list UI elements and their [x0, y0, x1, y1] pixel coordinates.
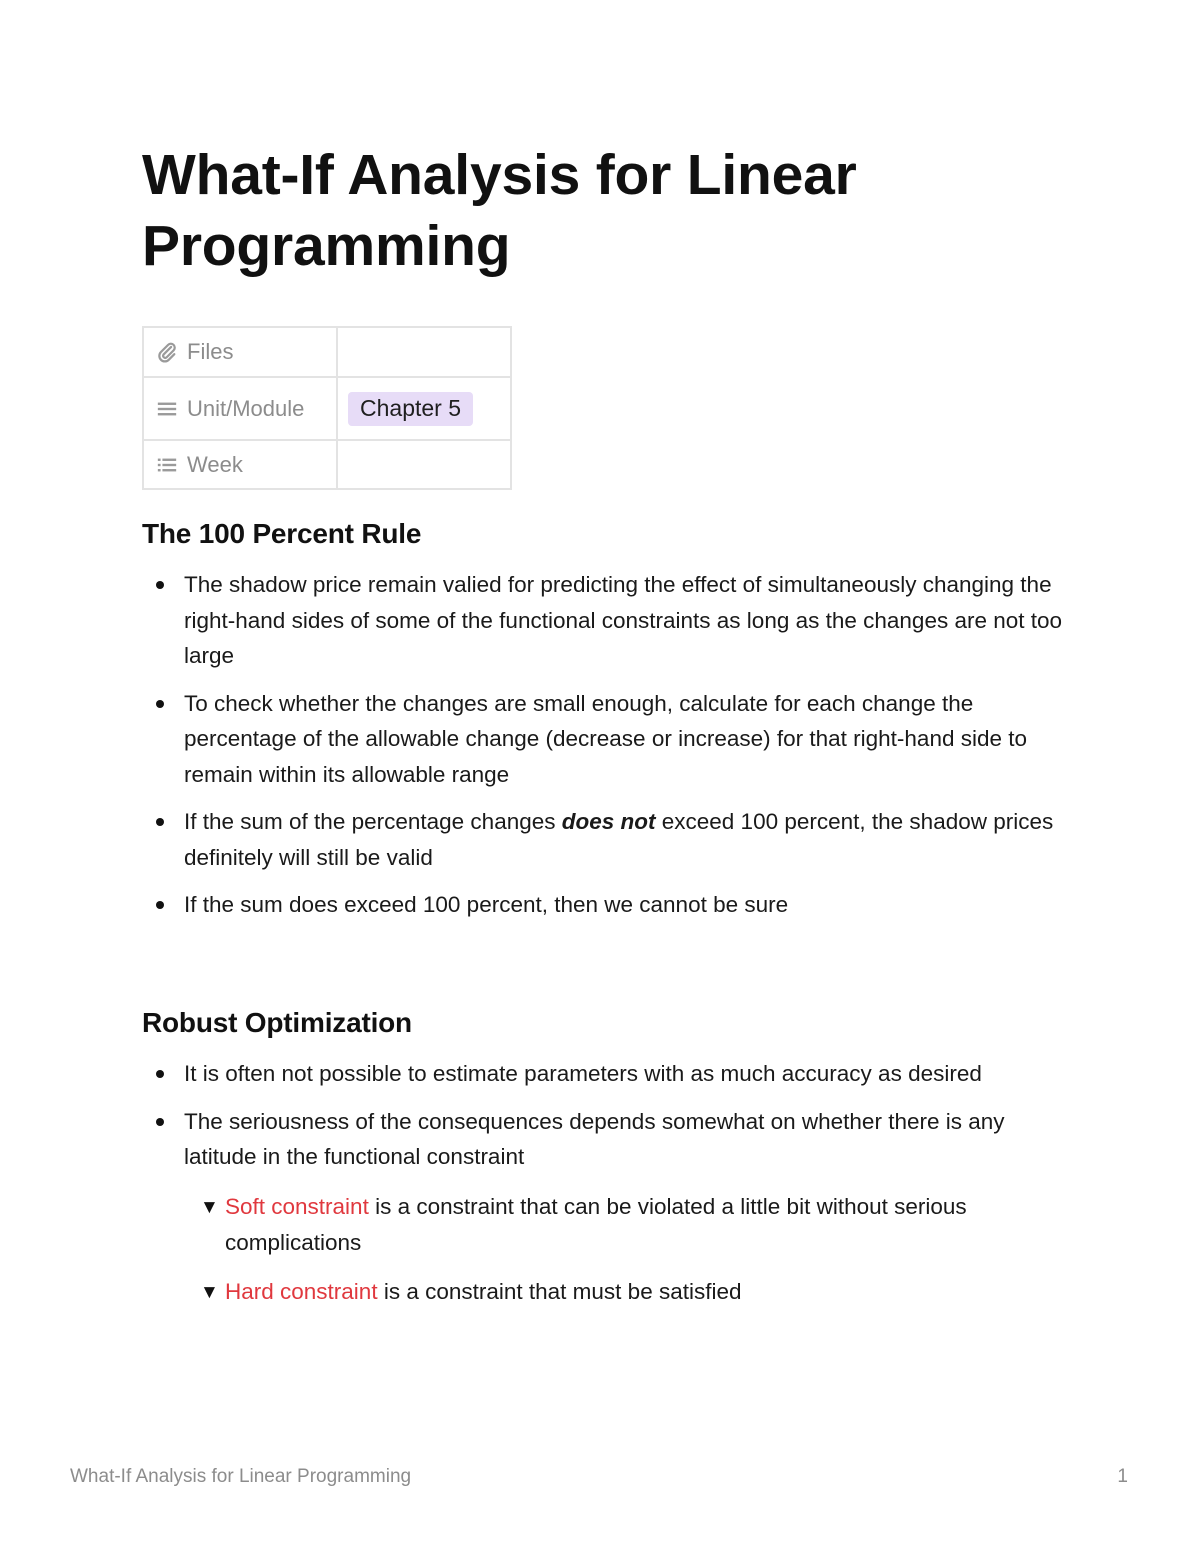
- paperclip-icon: [156, 341, 178, 363]
- list-item: It is often not possible to estimate parameters with as much accuracy as desired: [142, 1056, 1072, 1092]
- toggle-list: [199, 1189, 1059, 1324]
- section-heading-robust-optimization: Robust Optimization: [142, 1007, 412, 1038]
- highlighted-term: Hard constraint: [225, 1279, 378, 1304]
- property-key: [143, 377, 337, 440]
- toggle-triangle-icon[interactable]: ▼: [200, 1282, 219, 1303]
- list-icon: [156, 398, 178, 420]
- toggle-text: is a constraint that can be violated a little bit without serious complications: [225, 1194, 967, 1255]
- page-title: What-If Analysis for Linear Programming: [142, 143, 857, 278]
- properties-table: [142, 326, 512, 490]
- property-row-week: [143, 440, 511, 489]
- property-label: Files: [187, 339, 234, 364]
- footer-title: What-If Analysis for Linear Programming: [70, 1466, 412, 1487]
- property-value[interactable]: [337, 377, 511, 440]
- property-value-empty[interactable]: [337, 327, 511, 377]
- text-run: exceed 100 percent, the shadow prices definitely will still be valid: [184, 809, 1054, 870]
- bullet-list-100-percent-rule: [142, 567, 1072, 935]
- property-label: Week: [187, 451, 243, 477]
- highlighted-term: Soft constraint: [225, 1194, 369, 1219]
- toggle-triangle-icon[interactable]: ▼: [200, 1197, 219, 1218]
- select-tag[interactable]: Chapter 5: [348, 392, 473, 426]
- property-row-unit-module: [143, 377, 511, 440]
- property-label: Unit/Module: [187, 395, 305, 421]
- multiselect-list-icon: [156, 454, 178, 476]
- section-heading-100-percent-rule: The 100 Percent Rule: [142, 518, 422, 549]
- list-item: To check whether the changes are small enough, calculate for each change the percentage of the allowable change (decrease or increase) for that right-hand side to remain within its allowable range: [142, 686, 1072, 793]
- page-number: 1: [1117, 1466, 1128, 1487]
- bullet-list-robust-optimization: [142, 1056, 1072, 1187]
- emphasis-text: does not: [561, 809, 656, 834]
- toggle-hard-constraint[interactable]: [199, 1274, 1059, 1310]
- property-key: [143, 440, 337, 489]
- property-value-empty[interactable]: [337, 440, 511, 489]
- property-row-files: [143, 327, 511, 377]
- text-run: If the sum of the percentage changes: [184, 809, 562, 834]
- property-key: [143, 327, 337, 377]
- list-item: [142, 804, 1072, 875]
- list-item: If the sum does exceed 100 percent, then we cannot be sure: [142, 887, 1072, 923]
- toggle-soft-constraint[interactable]: [199, 1189, 1059, 1260]
- list-item: The seriousness of the consequences depends somewhat on whether there is any latitude in the functional constraint: [142, 1104, 1072, 1175]
- toggle-text: is a constraint that must be satisfied: [377, 1279, 742, 1304]
- list-item: The shadow price remain valied for predicting the effect of simultaneously changing the right-hand sides of some of the functional constraints as long as the changes are not too large: [142, 567, 1072, 674]
